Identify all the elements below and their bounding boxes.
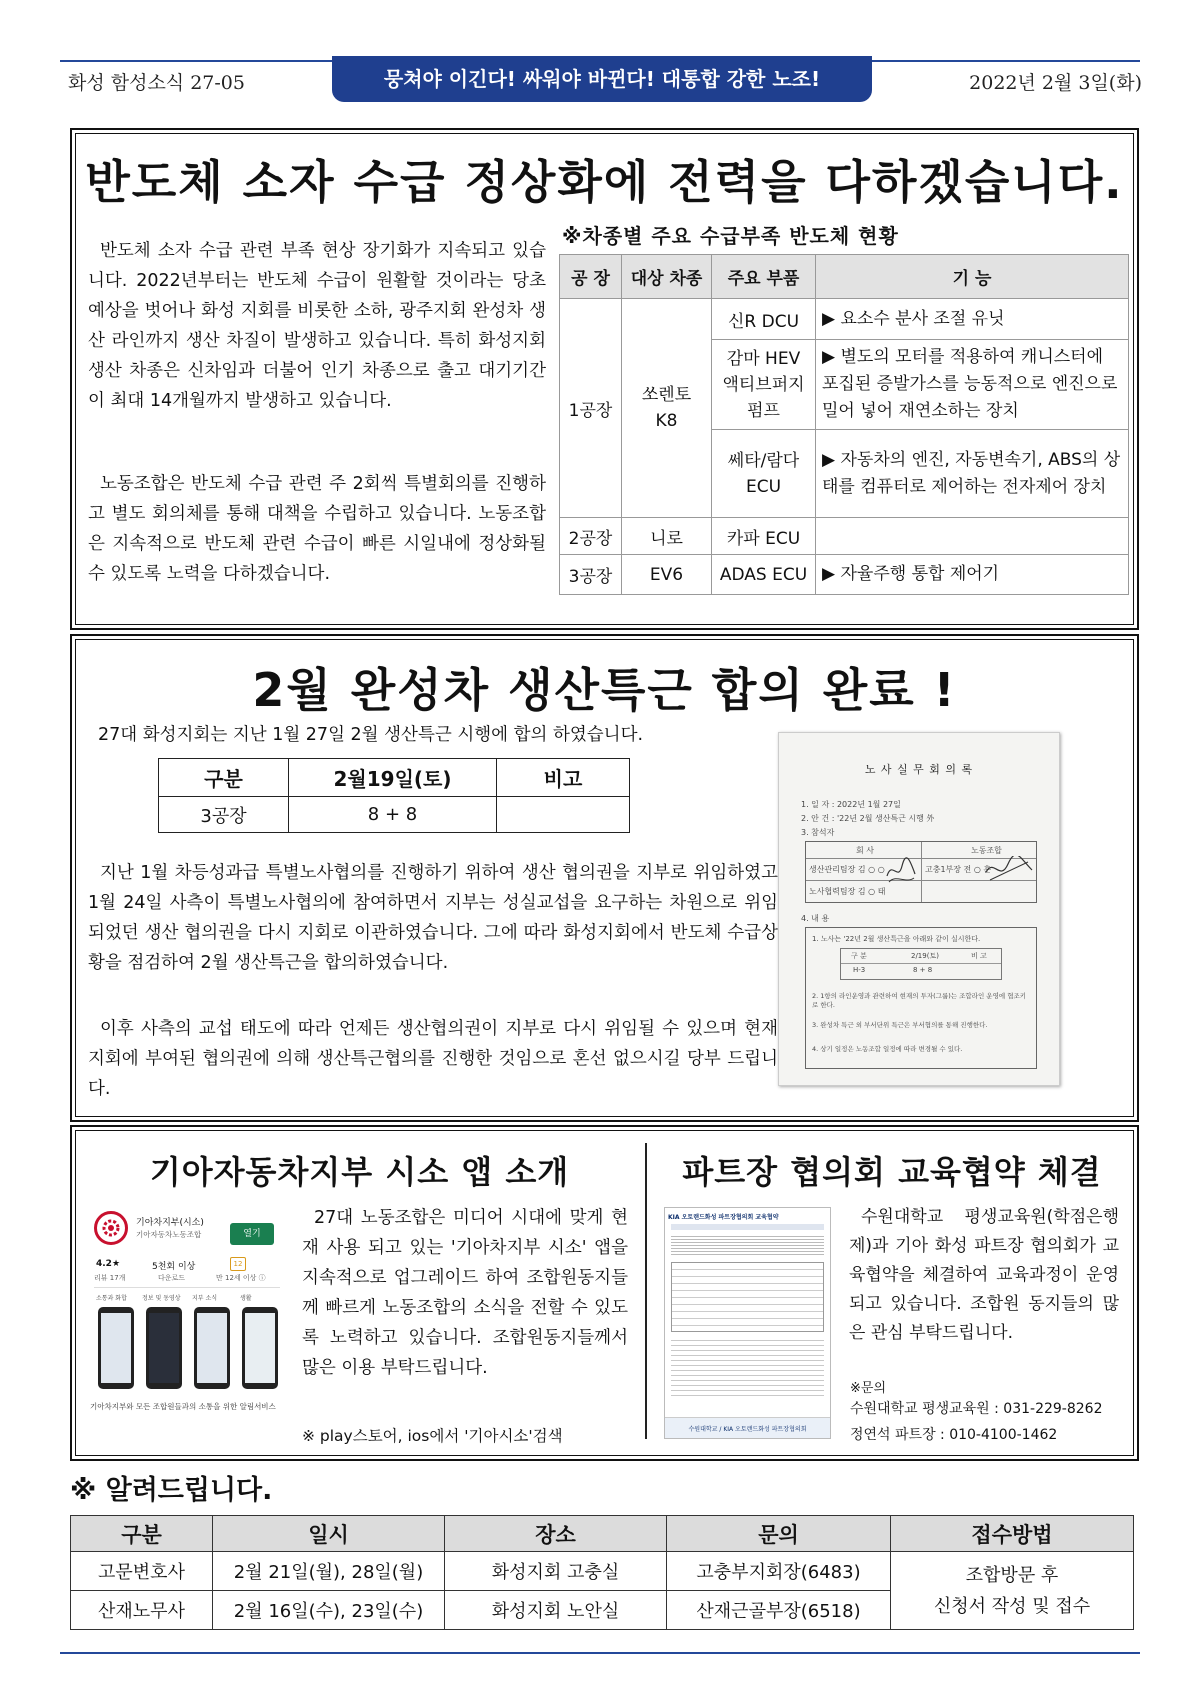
app-section-title: 기아자동차지부 시소 앱 소개 xyxy=(149,1153,570,1191)
plant-1: 1공장 xyxy=(560,299,622,518)
contact-part-leader: 정연석 파트장 : 010-4100-1462 xyxy=(850,1427,1058,1443)
minutes-line: 생산관리팀장 김 ○ ○ xyxy=(809,865,885,874)
phone-screenshot xyxy=(242,1307,278,1389)
education-para: 수원대학교 평생교육원(학점은행제)과 기아 화성 파트장 협의회가 교육협약을 체결하여 교육과정이 운영되고 있습니다. 조합원 동지들의 많은 관심 부탁드립니다. xyxy=(849,1207,1119,1343)
shot-label: 지부 소식 xyxy=(192,1295,218,1302)
meeting-minutes-image xyxy=(778,732,1060,1086)
notice-row-category: 고문변호사 xyxy=(71,1552,213,1591)
open-button[interactable]: 열기 xyxy=(230,1223,274,1245)
minutes-line: 고충1부장 전 ○ 훈 xyxy=(925,865,992,874)
minutes-line: 2/19(토) xyxy=(911,952,939,960)
overtime-shift: 8 + 8 xyxy=(289,797,497,833)
col-category: 구분 xyxy=(159,759,289,797)
minutes-line: H-3 xyxy=(853,966,866,974)
minutes-line: 2. 1항의 라인운영과 관련하여 현재의 투자(그룹)는 조합라인 운영에 협조키로 한다. xyxy=(812,992,1027,1009)
notice-row-date: 2월 16일(수), 23일(수) xyxy=(213,1591,445,1630)
notice-method: 조합방문 후 신청서 작성 및 접수 xyxy=(891,1552,1134,1630)
col-part: 주요 부품 xyxy=(712,255,816,299)
minutes-line: 노동조합 xyxy=(971,846,1002,855)
car-3: EV6 xyxy=(622,555,712,595)
part-4: 카파 ECU xyxy=(712,518,816,555)
shot-label: 생활 xyxy=(240,1295,252,1302)
attendee-grid xyxy=(805,841,1037,903)
car-2: 니로 xyxy=(622,518,712,555)
phone-screenshot xyxy=(194,1307,230,1389)
minutes-line: 1. 일 자 : 2022년 1월 27일 xyxy=(801,800,901,809)
shot-label: 정보 및 동영상 xyxy=(142,1295,181,1302)
minutes-line: 3. 완성차 특근 외 부서단위 특근은 부서협의를 통해 진행한다. xyxy=(812,1021,988,1029)
minutes-line: 3. 참석자 xyxy=(801,828,835,837)
signature-mark xyxy=(984,856,1034,884)
section-semiconductor-title: 반도체 소자 수급 정상화에 전력을 다하겠습니다. xyxy=(85,155,1124,209)
shortage-table-title: ※차종별 주요 수급부족 반도체 현황 xyxy=(562,224,899,248)
minutes-line: 노사협력팀장 김 ○ 태 xyxy=(809,887,886,896)
part-1: 신R DCU xyxy=(712,299,816,340)
notice-table xyxy=(70,1515,1134,1630)
app-org: 기아자동차노동조합 xyxy=(136,1230,202,1239)
part-3: 쎄타/람다 ECU xyxy=(712,430,816,518)
col-function: 기 능 xyxy=(816,255,1129,299)
flyer-header: KIA 오토랜드화성 파트장협의회 교육협약 xyxy=(668,1214,779,1221)
minutes-title: 노 사 실 무 회 의 록 xyxy=(864,763,974,776)
section-app-education xyxy=(70,1125,1139,1461)
notice-row-contact: 고충부지회장(6483) xyxy=(667,1552,891,1591)
downloads: 5천회 이상 xyxy=(152,1262,196,1272)
app-para: 27대 노동조합은 미디어 시대에 맞게 현재 사용 되고 있는 '기아차지부 시소' 앱을 지속적으로 업그레이드 하여 조합원동지들께 빠르게 노동조합의 소식을 전할 수 있도록 노력하고 있습니다. 조합원동지들께서 많은 이용 부탁드립니다. xyxy=(302,1208,628,1378)
app-caption: 기아차지부와 모든 조합원들과의 소통을 위한 알림서비스 xyxy=(90,1402,276,1411)
minutes-line: 구 분 xyxy=(851,952,867,960)
col-notice-date: 일시 xyxy=(213,1516,445,1552)
minutes-line: 회 사 xyxy=(856,846,874,855)
minutes-line: 4. 내 용 xyxy=(801,914,830,923)
semiconductor-para-2: 노동조합은 반도체 수급 관련 주 2회씩 특별회의를 진행하고 별도 회의체를 통해 대책을 수립하고 있습니다. 노동조합은 지속적으로 반도체 관련 수급이 빠른 시일내에 정상화될 수 있도록 노력을 다하겠습니다. xyxy=(88,474,546,584)
col-date: 2월19일(토) xyxy=(289,759,497,797)
app-search-note: ※ play스토어, ios에서 '기아시소'검색 xyxy=(302,1427,563,1445)
app-logo xyxy=(94,1211,128,1245)
overtime-para-1: 지난 1월 차등성과급 특별노사협의를 진행하기 위하여 생산 협의권을 지부로 위임하였고 1월 24일 사측이 특별노사협의에 참여하면서 지부는 성실교섭을 요구하는 차원으로 위임되었던 생산 협의권을 다시 지회로 이관하였습니다. 그에 따라 화성지회에서 반도체 수급상황을 점검하여 2월 생산특근을 합의하였습니다. xyxy=(88,863,778,973)
notice-row-contact: 산재근골부장(6518) xyxy=(667,1591,891,1630)
minutes-content-box xyxy=(805,927,1037,1069)
signature-mark xyxy=(884,856,918,886)
phone-screenshot xyxy=(98,1307,134,1389)
flyer-footer: 수원대학교 / KIA 오토랜드화성 파트장협의회 xyxy=(688,1426,807,1433)
app-store-screenshot xyxy=(90,1205,284,1435)
part-2: 감마 HEV 액티브퍼지 펌프 xyxy=(712,340,816,430)
col-notice-contact: 문의 xyxy=(667,1516,891,1552)
part-5: ADAS ECU xyxy=(712,555,816,595)
col-car: 대상 차종 xyxy=(622,255,712,299)
plant-2: 2공장 xyxy=(560,518,622,555)
review-count: 리뷰 17개 xyxy=(94,1274,126,1282)
plant-3: 3공장 xyxy=(560,555,622,595)
header-banner: 뭉쳐야 이긴다! 싸워야 바뀐다! 대통합 강한 노조! xyxy=(332,56,872,102)
section-overtime-title: 2월 완성차 생산특근 합의 완료 ! xyxy=(252,663,957,717)
notice-title: ※ 알려드립니다. xyxy=(70,1475,273,1506)
age-badge-icon: 12 xyxy=(230,1257,246,1271)
minutes-line: 1. 노사는 '22년 2월 생산특근을 아래와 같이 실시한다. xyxy=(812,935,981,943)
issue-date: 2022년 2월 3일(화) xyxy=(969,72,1142,94)
issue-number: 화성 함성소식 27-05 xyxy=(68,72,245,94)
function-2: ▶ 별도의 모터를 적용하여 캐니스터에 포집된 증발가스를 능동적으로 엔진으로 밀어 넣어 재연소하는 장치 xyxy=(816,340,1129,430)
gear-icon xyxy=(97,1214,125,1242)
app-name: 기아차지부(시소) xyxy=(136,1218,204,1228)
shot-label: 소통과 화합 xyxy=(96,1295,127,1302)
overtime-para-2: 이후 사측의 교섭 태도에 따라 언제든 생산협의권이 지부로 다시 위임될 수 있으며 현재 지회에 부여된 협의권에 의해 생산특근협의를 진행한 것임으로 혼선 없으시길 당부 드립니다. xyxy=(88,1019,778,1099)
overtime-remark xyxy=(497,797,630,833)
overtime-intro: 27대 화성지회는 지난 1월 27일 2월 생산특근 시행에 합의 하였습니다. xyxy=(98,725,644,745)
agreement-flyer-image xyxy=(664,1207,831,1439)
col-notice-method: 접수방법 xyxy=(891,1516,1134,1552)
downloads-label: 다운로드 xyxy=(158,1274,186,1282)
section-semiconductor xyxy=(70,128,1139,630)
function-1: ▶ 요소수 분사 조절 유닛 xyxy=(816,299,1129,340)
function-5: ▶ 자율주행 통합 제어기 xyxy=(816,555,1129,595)
notice-row-place: 화성지회 노안실 xyxy=(445,1591,667,1630)
minutes-line: 4. 상기 일정은 노동조합 일정에 따라 변경될 수 있다. xyxy=(812,1045,963,1053)
minutes-line: 2. 안 건 : '22년 2월 생산특근 시행 外 xyxy=(801,814,935,823)
col-notice-category: 구분 xyxy=(71,1516,213,1552)
semiconductor-para-1: 반도체 소자 수급 관련 부족 현상 장기화가 지속되고 있습니다. 2022년부터는 반도체 수급이 원활할 것이라는 당초 예상을 벗어나 화성 지회를 비롯한 소하, 광주지회 완성차 생산 라인까지 생산 차질이 발생하고 있습니다. 특히 화성지회 생산 차종은 신차임과 더불어 인기 차종으로 출고 대기기간이 최대 14개월까지 발생하고 있습니다. xyxy=(88,241,546,411)
phone-screenshot xyxy=(146,1307,182,1389)
car-1: 쏘렌토 K8 xyxy=(622,299,712,518)
minutes-line: 8 + 8 xyxy=(913,966,933,974)
contact-label: ※문의 xyxy=(850,1381,887,1396)
footer-rule xyxy=(60,1652,1140,1654)
notice-row-category: 산재노무사 xyxy=(71,1591,213,1630)
function-3: ▶ 자동차의 엔진, 자동변속기, ABS의 상태를 컴퓨터로 제어하는 전자제어 장치 xyxy=(816,430,1129,518)
notice-row-place: 화성지회 고충실 xyxy=(445,1552,667,1591)
contact-university: 수원대학교 평생교육원 : 031-229-8262 xyxy=(850,1401,1103,1417)
rating: 4.2★ xyxy=(96,1259,121,1269)
education-section-title: 파트장 협의회 교육협약 체결 xyxy=(682,1153,1102,1191)
shortage-table xyxy=(559,254,1129,595)
age-rating: 만 12세 이상 ⓘ xyxy=(216,1274,266,1282)
overtime-plant: 3공장 xyxy=(159,797,289,833)
col-notice-place: 장소 xyxy=(445,1516,667,1552)
notice-row-date: 2월 21일(월), 28일(월) xyxy=(213,1552,445,1591)
section-overtime xyxy=(70,634,1139,1122)
overtime-table xyxy=(158,758,630,833)
col-remark: 비고 xyxy=(497,759,630,797)
function-4 xyxy=(816,518,1129,555)
col-plant: 공 장 xyxy=(560,255,622,299)
minutes-line: 비 고 xyxy=(971,952,987,960)
